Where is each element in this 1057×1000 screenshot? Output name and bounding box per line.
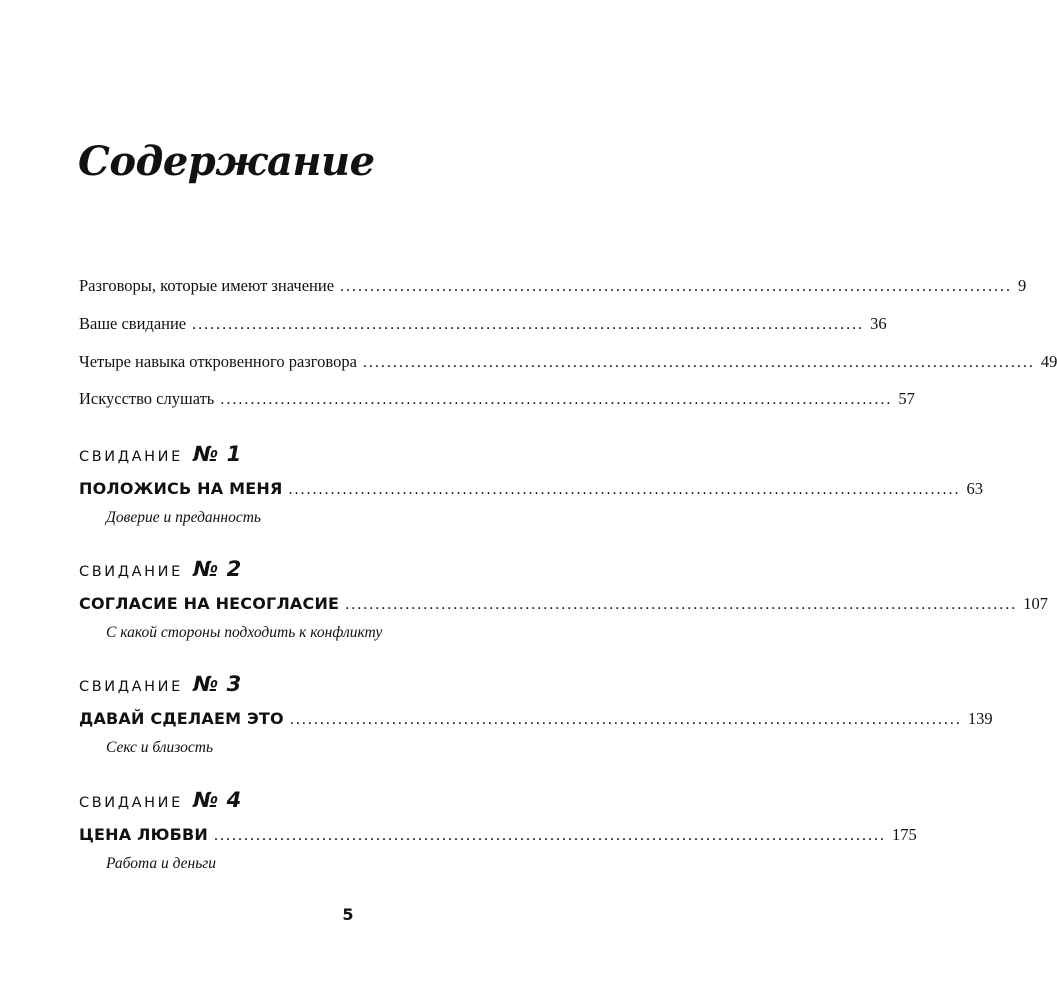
date-number: № 3 (193, 672, 242, 696)
toc-entry-page: 49 (1040, 352, 1057, 371)
date-number: № 2 (193, 557, 242, 581)
toc-chapter-entry[interactable] (79, 594, 1048, 614)
date-heading (79, 557, 242, 581)
date-number: № 1 (193, 442, 242, 466)
toc-entry-page: 57 (898, 389, 915, 408)
toc-entry-title: Четыре навыка откровенного разговора (79, 352, 357, 371)
dot-leader: ................................................................................................................ (288, 481, 961, 498)
toc-entry-page: 9 (1018, 276, 1027, 295)
toc-entry-title: Разговоры, которые имеют значение (79, 276, 335, 295)
chapter-page: 63 (966, 479, 983, 498)
chapter-title: ЦЕНА ЛЮБВИ (79, 825, 208, 844)
chapter-subtitle: Работа и деньги (106, 855, 217, 872)
toc-entry[interactable] (79, 352, 1057, 372)
dot-leader: ................................................................................................................ (340, 278, 1013, 295)
chapter-title: ПОЛОЖИСЬ НА МЕНЯ (79, 479, 283, 498)
date-heading (79, 672, 242, 696)
chapter-page: 107 (1023, 594, 1048, 613)
dot-leader: ................................................................................................................ (345, 596, 1018, 613)
dot-leader: ................................................................................................................ (362, 354, 1035, 371)
dot-leader: ................................................................................................................ (289, 711, 962, 728)
toc-chapter-entry[interactable] (79, 479, 983, 499)
page-title: Содержание (78, 138, 375, 185)
dot-leader: ................................................................................................................ (220, 391, 893, 408)
chapter-title: ДАВАЙ СДЕЛАЕМ ЭТО (79, 709, 284, 728)
toc-entry[interactable] (79, 276, 1027, 296)
toc-chapter-entry[interactable] (79, 709, 993, 729)
toc-entry[interactable] (79, 389, 915, 409)
date-heading (79, 442, 242, 466)
dot-leader: ................................................................................................................ (192, 316, 865, 333)
dot-leader: ................................................................................................................ (213, 827, 886, 844)
toc-entry-title: Искусство слушать (79, 389, 215, 408)
chapter-title: СОГЛАСИЕ НА НЕСОГЛАСИЕ (79, 594, 340, 613)
page-number: 5 (342, 905, 354, 924)
chapter-subtitle: Доверие и преданность (106, 509, 261, 526)
toc-entry[interactable] (79, 314, 887, 334)
chapter-page: 139 (967, 709, 993, 728)
chapter-subtitle: Секс и близость (106, 739, 214, 756)
chapter-subtitle: С какой стороны подходить к конфликту (106, 624, 383, 641)
date-label: СВИДАНИЕ (79, 564, 183, 580)
date-label: СВИДАНИЕ (79, 795, 183, 811)
toc-chapter-entry[interactable] (79, 825, 917, 845)
chapter-page: 175 (891, 825, 917, 844)
toc-entry-page: 36 (870, 314, 887, 333)
date-number: № 4 (193, 788, 242, 812)
date-label: СВИДАНИЕ (79, 679, 183, 695)
toc-entry-title: Ваше свидание (79, 314, 187, 333)
date-label: СВИДАНИЕ (79, 449, 183, 465)
date-heading (79, 788, 242, 812)
